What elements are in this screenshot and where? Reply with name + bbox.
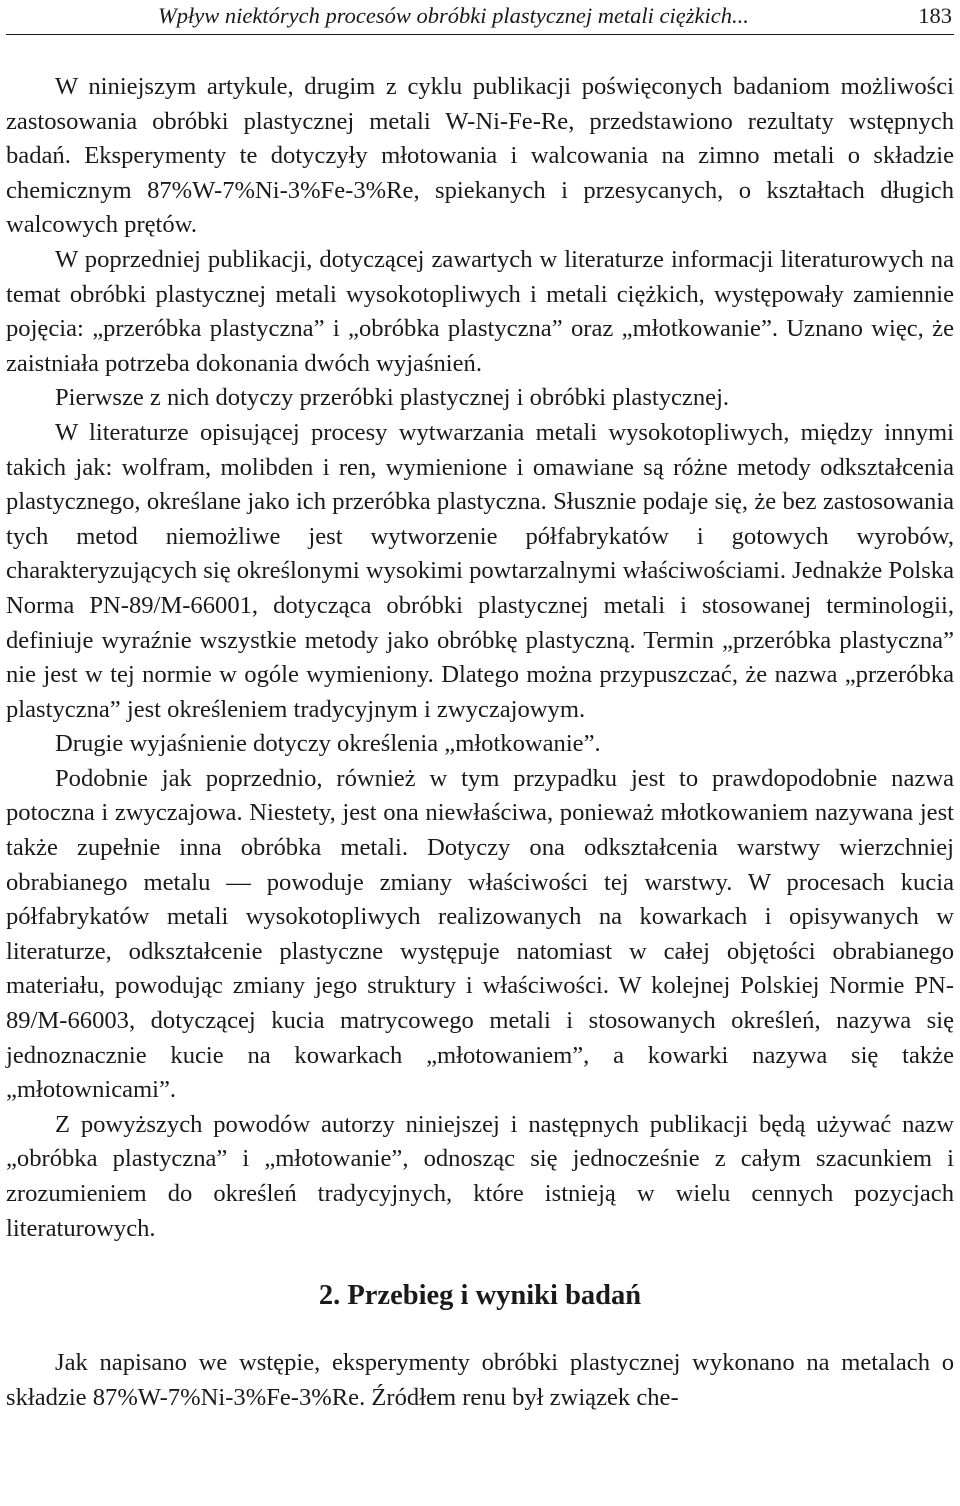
paragraph-5: Drugie wyjaśnienie dotyczy określenia „młotkowanie”. (55, 730, 601, 758)
running-header (6, 0, 954, 34)
paragraph-2: W poprzedniej publikacji, dotyczącej zawartych w literaturze informacji literaturowych na temat obróbki plastycznej metali wysokotopliwych i metali ciężkich, występowały zamiennie pojęcia: „przeróbka plastyczna” i „obróbka plastyczna” oraz „młotkowanie”. Uznano więc, że zaistniała potrzeba dokonania dwóch wyjaśnień. (6, 245, 954, 377)
paragraph-4: W literaturze opisującej procesy wytwarzania metali wysokotopliwych, między innymi takich jak: wolfram, molibden i ren, wymienione i omawiane są różne metody odkształcenia plastycznego, określane jako ich przeróbka plastyczna. Słusznie podaje się, że bez zastosowania tych metod niemożliwe jest wytworzenie półfabrykatów i gotowych wyrobów, charakteryzujących się określonymi wysokimi powtarzalnymi właściwościami. Jednakże Polska Norma PN-89/M-66001, dotycząca obróbki plastycznej metali i stosowanej terminologii, definiuje wyraźnie wszystkie metody jako obróbkę plastyczną. Termin „przeróbka plastyczna” nie jest w tej normie w ogóle wymieniony. Dlatego można przypuszczać, że nazwa „przeróbka plastyczna” jest określeniem tradycyjnym i zwyczajowym. (6, 418, 954, 723)
running-header-title: Wpływ niektórych procesów obróbki plastycznej metali ciężkich... (158, 3, 749, 28)
paragraph-6: Podobnie jak poprzednio, również w tym przypadku jest to prawdopodobnie nazwa potoczna i zwyczajowa. Niestety, jest ona niewłaściwa, ponieważ młotkowaniem nazywana jest także zupełnie inna obróbka metali. Dotyczy ona odkształcenia warstwy wierzchniej obrabianego metalu — powoduje zmiany właściwości tej warstwy. W procesach kucia półfabrykatów metali wysokotopliwych realizowanych na kowarkach i opisywanych w literaturze, odkształcenie plastyczne występuje natomiast w całej objętości obrabianego materiału, powodując zmiany jego struktury i właściwości. W kolejnej Polskiej Normie PN-89/M-66003, dotyczącej kucia matrycowego metali i stosowanych określeń, nazywa się jednoznacznie kucie na kowarkach „młotowaniem”, a kowarki nazywa się także „młotownicami”. (6, 764, 954, 1104)
document-page (6, 0, 954, 1411)
body-text (6, 70, 954, 1415)
page-number: 183 (918, 3, 952, 28)
section-paragraph-1: Jak napisano we wstępie, eksperymenty obróbki plastycznej wykonano na metalach o składzie 87%W-7%Ni-3%Fe-3%Re. Źródłem renu był związek che- (6, 1349, 954, 1411)
paragraph-3: Pierwsze z nich dotyczy przeróbki plastycznej i obróbki plastycznej. (55, 384, 730, 412)
section-heading: 2. Przebieg i wyniki badań (318, 1280, 642, 1312)
paragraph-1: W niniejszym artykule, drugim z cyklu publikacji poświęconych badaniom możliwości zastosowania obróbki plastycznej metali W-Ni-Fe-Re, przedstawiono rezultaty wstępnych badań. Eksperymenty te dotyczyły młotowania i walcowania na zimno metali o składzie chemicznym 87%W-7%Ni-3%Fe-3%Re, spiekanych i przesycanych, o kształtach długich walcowych prętów. (6, 73, 954, 239)
header-rule (6, 34, 954, 35)
paragraph-7: Z powyższych powodów autorzy niniejszej i następnych publikacji będą używać nazw „obróbka plastyczna” i „młotowanie”, odnosząc się jednocześnie z całym szacunkiem i zrozumieniem do określeń tradycyjnych, które istnieją w wielu cennych pozycjach literaturowych. (6, 1110, 954, 1242)
